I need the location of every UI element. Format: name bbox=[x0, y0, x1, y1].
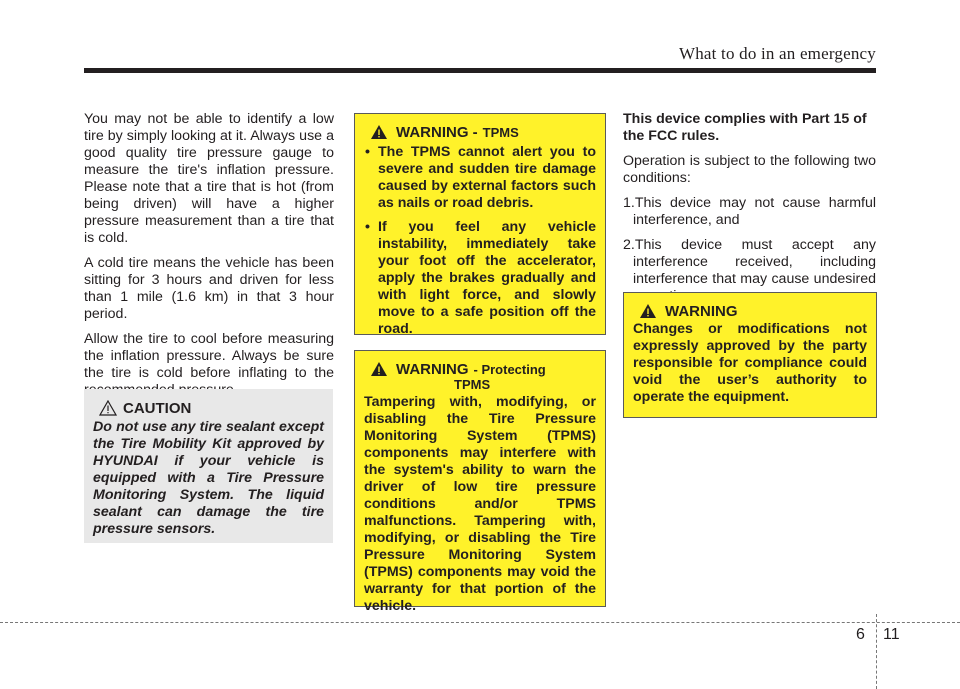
warning-text: Tampering with, modifying, or disabling the Tire Pressure Monitoring System (TPMS) components may interfere with the system's ability to warn the driver of low tire pressure conditions and/or TPMS malfunctions. Tampering with, modifying, or disabling the Tire Pressure Monitoring System (TPMS) components may void the warranty for that portion of the vehicle. bbox=[364, 394, 596, 614]
header-rule bbox=[84, 68, 876, 73]
paragraph: Operation is subject to the following two conditions: bbox=[623, 153, 876, 186]
column-left bbox=[84, 111, 334, 407]
warning-title: WARNING bbox=[396, 360, 469, 378]
column-right bbox=[623, 111, 876, 313]
paragraph: You may not be able to identify a low tire by simply looking at it. Always use a good quality tire pressure gauge to measure the tire's inflation pressure. Please note that a tire that is hot (from being driven) will have a higher pressure measurement than a tire that is cold. bbox=[84, 111, 334, 246]
warning-header bbox=[639, 301, 867, 321]
warning-title: WARNING - bbox=[396, 123, 478, 141]
warning-bullets bbox=[364, 144, 596, 338]
list-item: • The TPMS cannot alert you to severe and sudden tire damage caused by external factors such as nails or road debris. bbox=[364, 144, 596, 212]
warning-text: Changes or modifications not expressly approved by the party responsible for compliance could void the user’s authority to operate the equipment. bbox=[633, 321, 867, 405]
caution-triangle-icon bbox=[99, 400, 117, 416]
list-item: 1.This device may not cause harmful interference, and bbox=[623, 195, 876, 228]
caution-title: CAUTION bbox=[123, 399, 192, 417]
list-item: 2.This device must accept any interference received, including interference that may cause undesired bbox=[623, 237, 876, 287]
warning-triangle-icon bbox=[370, 361, 388, 377]
paragraph: A cold tire means the vehicle has been sitting for 3 hours and driven for less than 1 mile (1.6 km) in that 3 hour period. bbox=[84, 255, 334, 322]
warning-triangle-icon bbox=[639, 303, 657, 319]
warning-tpms-box bbox=[354, 113, 606, 335]
warning-subtitle: - Protecting bbox=[473, 361, 546, 377]
chapter-number: 6 bbox=[856, 626, 865, 643]
warning-header bbox=[370, 122, 596, 142]
warning-subtitle: TPMS bbox=[482, 124, 519, 140]
warning-subtitle-line2: TPMS bbox=[454, 377, 491, 392]
warning-fcc-box bbox=[623, 292, 877, 418]
caution-text: Do not use any tire sealant except the Tire Mobility Kit approved by HYUNDAI if your vehicle is equipped with a Tire Pressure Monitoring System. The liquid sealant can damage the tire pressure sensors. bbox=[93, 419, 324, 537]
fcc-title: This device complies with Part 15 of the FCC rules. bbox=[623, 111, 867, 144]
paragraph: Allow the tire to cool before measuring the inflation pressure. Always be sure the tire is cold before inflating to the bbox=[84, 331, 334, 381]
page-number: 11 bbox=[883, 626, 900, 643]
warning-title: WARNING bbox=[665, 302, 738, 320]
list-item: • If you feel any vehicle instability, immediately take your foot off the accelerator, apply the brakes gradually and with light force, and slowly move to a safe position off the road. bbox=[364, 219, 596, 338]
footer-divider bbox=[876, 614, 877, 689]
caution-header bbox=[99, 398, 324, 418]
footer-rule bbox=[0, 622, 960, 623]
caution-box bbox=[84, 389, 333, 543]
warning-protecting-tpms-box bbox=[354, 350, 606, 614]
warning-triangle-icon bbox=[370, 124, 388, 140]
section-title: What to do in an emergency bbox=[678, 44, 876, 63]
